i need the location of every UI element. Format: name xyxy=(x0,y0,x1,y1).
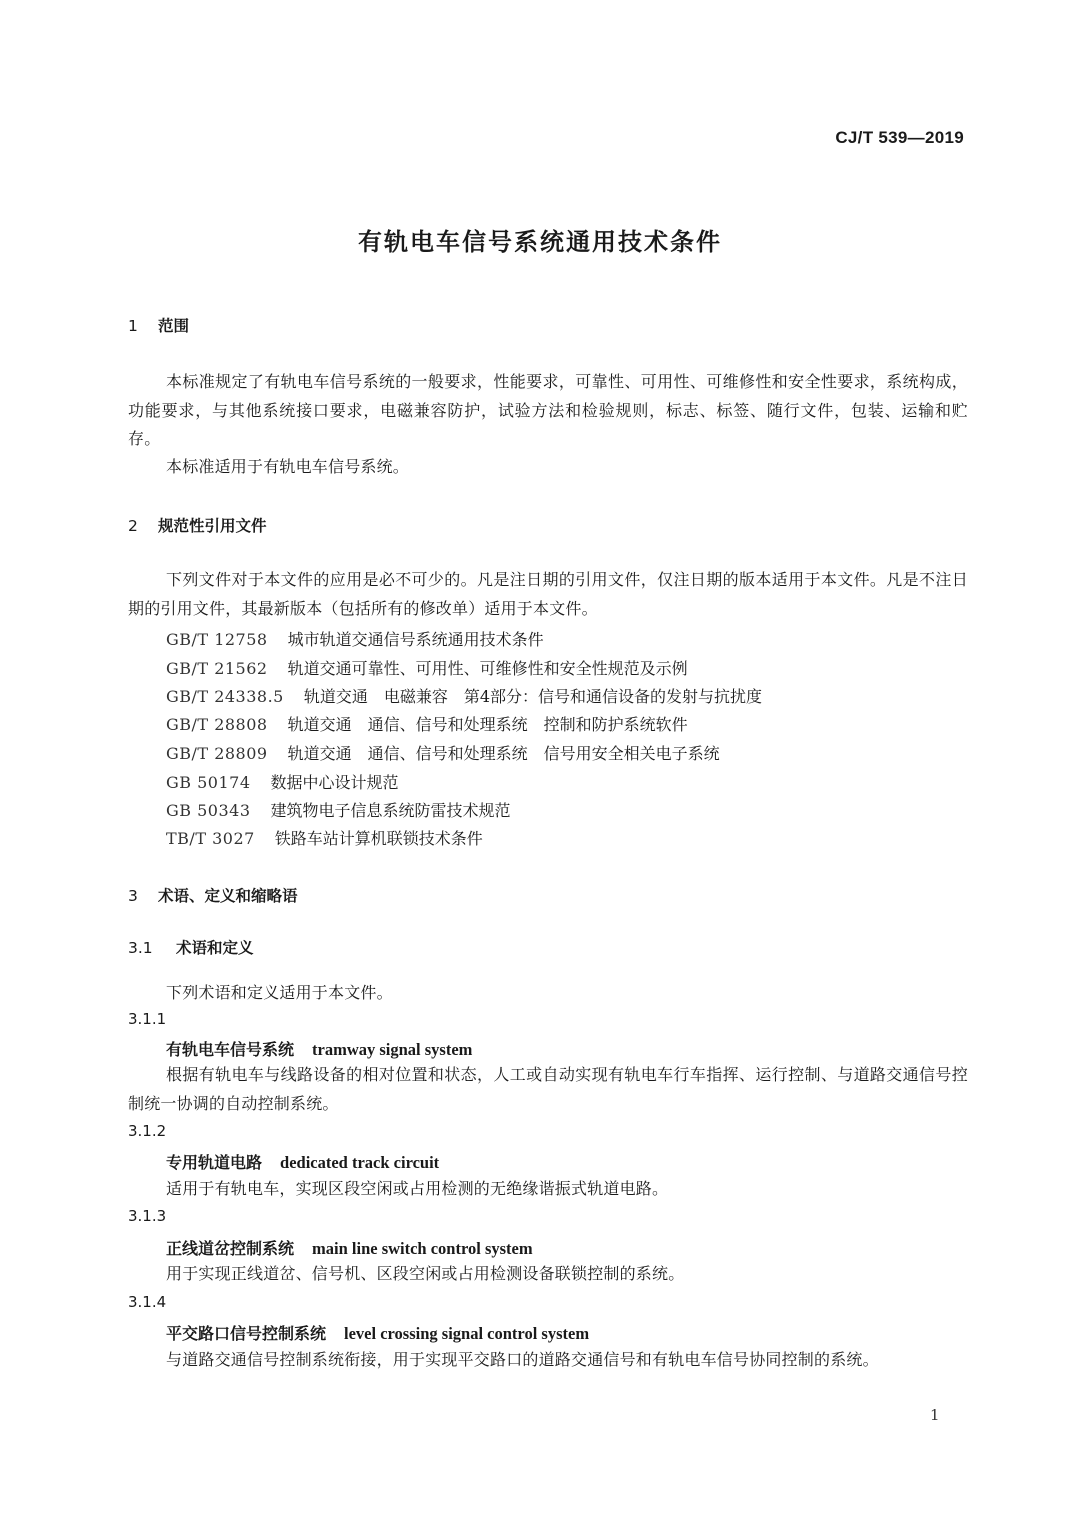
subsection-title: 术语和定义 xyxy=(176,939,254,957)
page-number: 1 xyxy=(930,1406,940,1424)
reference-item xyxy=(166,627,544,650)
term-entry xyxy=(166,1150,439,1173)
reference-code: GB/T 28808 xyxy=(166,715,268,734)
reference-title: 轨道交通可靠性、可用性、可维修性和安全性规范及示例 xyxy=(287,659,688,678)
term-chinese: 专用轨道电路 xyxy=(166,1153,263,1172)
reference-title: 数据中心设计规范 xyxy=(270,773,399,792)
reference-title: 轨道交通 通信、信号和处理系统 控制和防护系统软件 xyxy=(287,715,688,734)
term-chinese: 平交路口信号控制系统 xyxy=(166,1324,327,1343)
clause-number: 3.1.3 xyxy=(128,1207,167,1225)
term-english: level crossing signal control system xyxy=(344,1324,590,1343)
reference-code: GB/T 28809 xyxy=(166,744,268,763)
section-1-heading xyxy=(128,314,189,336)
section-3-heading xyxy=(128,884,298,906)
reference-item xyxy=(166,798,511,821)
section-number: 3 xyxy=(128,887,138,905)
reference-item xyxy=(166,712,688,735)
clause-number: 3.1.1 xyxy=(128,1010,167,1028)
reference-title: 轨道交通 通信、信号和处理系统 信号用安全相关电子系统 xyxy=(287,744,720,763)
term-entry xyxy=(166,1321,589,1344)
term-definition: 根据有轨电车与线路设备的相对位置和状态，人工或自动实现有轨电车行车指挥、运行控制、与道路交通信号控制统一协调的自动控制系统。 xyxy=(128,1065,968,1113)
term-definition: 适用于有轨电车，实现区段空闲或占用检测的无绝缘谐振式轨道电路。 xyxy=(166,1179,669,1198)
term-entry xyxy=(166,1236,533,1259)
reference-title: 铁路车站计算机联锁技术条件 xyxy=(274,829,483,848)
reference-code: GB/T 24338.5 xyxy=(166,687,284,706)
term-english: dedicated track circuit xyxy=(280,1153,440,1172)
term-chinese: 正线道岔控制系统 xyxy=(166,1239,295,1258)
clause-number: 3.1.4 xyxy=(128,1293,167,1311)
section-2-heading xyxy=(128,514,267,536)
term-definition: 与道路交通信号控制系统衔接，用于实现平交路口的道路交通信号和有轨电车信号协同控制的系统。 xyxy=(166,1350,879,1369)
reference-title: 建筑物电子信息系统防雷技术规范 xyxy=(270,801,511,820)
term-chinese: 有轨电车信号系统 xyxy=(166,1040,295,1059)
subsection-3-1-heading xyxy=(128,936,254,958)
document-title: 有轨电车信号系统通用技术条件 xyxy=(358,228,722,256)
reference-code: GB 50343 xyxy=(166,801,251,820)
section-title: 术语、定义和缩略语 xyxy=(158,887,298,905)
clause-number: 3.1.2 xyxy=(128,1122,167,1140)
reference-code: GB/T 21562 xyxy=(166,659,268,678)
reference-code: GB 50174 xyxy=(166,773,251,792)
section-number: 1 xyxy=(128,317,138,335)
section-number: 2 xyxy=(128,517,138,535)
standard-code: CJ/T 539—2019 xyxy=(835,128,964,147)
term-entry xyxy=(166,1037,472,1060)
reference-item xyxy=(166,684,762,707)
section-1-paragraph-2: 本标准适用于有轨电车信号系统。 xyxy=(166,457,410,476)
term-english: main line switch control system xyxy=(312,1239,533,1258)
subsection-intro: 下列术语和定义适用于本文件。 xyxy=(166,983,393,1002)
reference-item xyxy=(166,826,483,849)
reference-code: GB/T 12758 xyxy=(166,630,268,649)
section-1-paragraph-1: 本标准规定了有轨电车信号系统的一般要求，性能要求，可靠性、可用性、可维修性和安全性要求，系统构成，功能要求，与其他系统接口要求，电磁兼容防护，试验方法和检验规则，标志、标签、随行文件，包装、运输和贮存。 xyxy=(128,372,968,449)
reference-title: 城市轨道交通信号系统通用技术条件 xyxy=(287,630,544,649)
reference-title: 轨道交通 电磁兼容 第4部分：信号和通信设备的发射与抗扰度 xyxy=(303,687,763,706)
term-english: tramway signal system xyxy=(312,1040,473,1059)
reference-item xyxy=(166,770,399,793)
section-2-intro: 下列文件对于本文件的应用是必不可少的。凡是注日期的引用文件，仅注日期的版本适用于本文件。凡是不注日期的引用文件，其最新版本（包括所有的修改单）适用于本文件。 xyxy=(128,570,968,618)
section-title: 范围 xyxy=(158,317,190,335)
section-title: 规范性引用文件 xyxy=(158,517,267,535)
reference-code: TB/T 3027 xyxy=(166,829,255,848)
reference-item xyxy=(166,656,688,679)
subsection-number: 3.1 xyxy=(128,939,153,957)
term-definition: 用于实现正线道岔、信号机、区段空闲或占用检测设备联锁控制的系统。 xyxy=(166,1264,685,1283)
reference-item xyxy=(166,741,720,764)
